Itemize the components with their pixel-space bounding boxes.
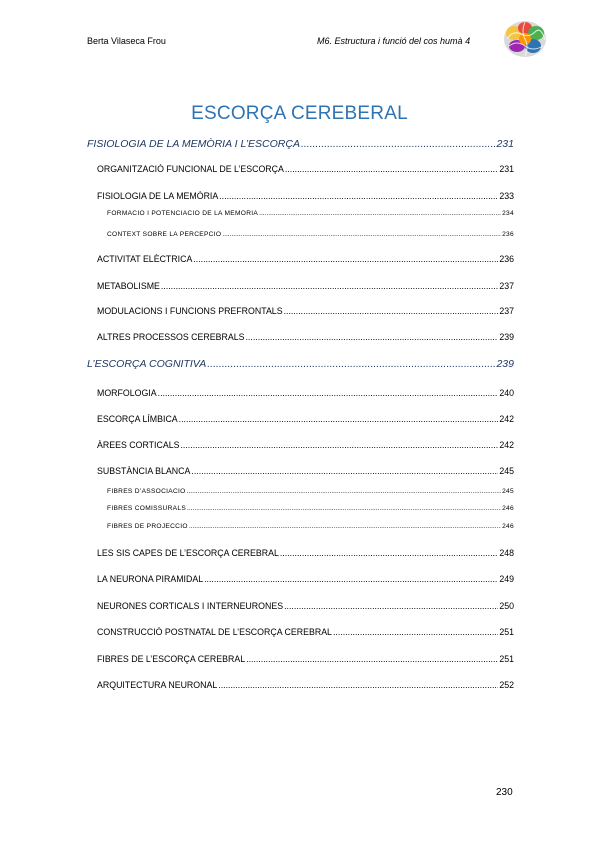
toc-entry-page: 239: [496, 358, 514, 370]
toc-leader-dots: [204, 574, 498, 584]
toc-entry-page: 245: [502, 488, 514, 495]
toc-entry-label: LA NEURONA PIRAMIDAL: [97, 574, 204, 584]
toc-entry-label: LES SIS CAPES DE L’ESCORÇA CEREBRAL: [97, 548, 279, 558]
header-author: Berta Vilaseca Frou: [87, 36, 166, 46]
toc-leader-dots: [193, 254, 498, 264]
toc-entry-label: ORGANITZACIÓ FUNCIONAL DE L’ESCORÇA: [97, 164, 284, 174]
toc-entry-label: ARQUITECTURA NEURONAL: [97, 680, 218, 690]
toc-leader-dots: [259, 210, 501, 217]
toc-leader-dots: [219, 191, 498, 201]
toc-leader-dots: [180, 440, 498, 450]
toc-leader-dots: [218, 680, 498, 690]
toc-entry-label: ESCORÇA LÍMBICA: [97, 414, 178, 424]
toc-entry[interactable]: [97, 440, 514, 450]
toc-entry-label: L’ESCORÇA COGNITIVA: [87, 358, 207, 370]
header-course: M6. Estructura i funció del cos humà 4: [317, 36, 471, 46]
toc-entry[interactable]: [87, 358, 514, 370]
toc-leader-dots: [187, 488, 501, 495]
toc-leader-dots: [301, 138, 496, 150]
toc-leader-dots: [280, 548, 498, 558]
toc-leader-dots: [189, 523, 501, 530]
toc-entry-label: CONSTRUCCIÓ POSTNATAL DE L’ESCORÇA CEREBRAL: [97, 627, 332, 637]
toc-entry[interactable]: [97, 332, 514, 342]
toc-entry[interactable]: [97, 281, 514, 291]
toc-entry-label: FORMACIÓ I POTENCIACIÓ DE LA MEMÒRIA: [107, 210, 259, 217]
toc-entry-page: 239: [499, 332, 514, 342]
toc-leader-dots: [333, 627, 498, 637]
toc-entry[interactable]: [97, 601, 514, 611]
toc-entry-label: ÀREES CORTICALS: [97, 440, 180, 450]
toc-entry[interactable]: [107, 505, 514, 512]
toc-entry[interactable]: [97, 254, 514, 264]
toc-entry-label: ALTRES PROCESSOS CEREBRALS: [97, 332, 245, 342]
toc-entry[interactable]: [97, 654, 514, 664]
toc-entry-label: METABOLISME: [97, 281, 160, 291]
toc-entry-label: FIBRES DE PROJECCIÓ: [107, 523, 188, 530]
toc-leader-dots: [179, 414, 499, 424]
toc-entry-page: 250: [499, 601, 514, 611]
toc-entry-label: ACTIVITAT ELÈCTRICA: [97, 254, 193, 264]
toc-entry-label: NEURONES CORTICALS I INTERNEURONES: [97, 601, 284, 611]
toc-entry-page: 246: [502, 523, 514, 530]
toc-entry[interactable]: [97, 680, 514, 690]
toc-entry[interactable]: [97, 466, 514, 476]
toc-leader-dots: [245, 332, 498, 342]
toc-entry-label: MORFOLOGIA: [97, 388, 157, 398]
toc-entry-page: 249: [499, 574, 514, 584]
toc-entry[interactable]: [97, 574, 514, 584]
toc-entry-label: FISIOLOGIA DE LA MEMÒRIA: [97, 191, 219, 201]
toc-leader-dots: [191, 466, 498, 476]
toc-entry-page: 246: [502, 505, 514, 512]
toc-entry[interactable]: [97, 388, 514, 398]
toc-entry-page: 251: [499, 654, 514, 664]
toc-entry-page: 248: [499, 548, 514, 558]
toc-entry-label: FIBRES D’ASSOCIACIÓ: [107, 488, 186, 495]
toc-entry-page: 237: [499, 281, 514, 291]
toc-entry[interactable]: [97, 306, 514, 316]
toc-entry[interactable]: [97, 414, 514, 424]
toc-entry-page: 252: [499, 680, 514, 690]
toc-entry-label: FIBRES COMISSURALS: [107, 505, 187, 512]
page-title: ESCORÇA CEREBERAL: [191, 103, 408, 124]
toc-leader-dots: [187, 505, 501, 512]
toc-leader-dots: [222, 231, 501, 238]
toc-entry-page: 237: [499, 306, 514, 316]
toc-leader-dots: [161, 281, 498, 291]
toc-entry-page: 236: [499, 254, 514, 264]
toc-entry[interactable]: [97, 191, 514, 201]
toc-entry-page: 240: [499, 388, 514, 398]
toc-entry[interactable]: [87, 138, 514, 150]
toc-entry[interactable]: [107, 231, 514, 238]
page-number: 230: [496, 787, 513, 798]
toc-entry-page: 251: [499, 627, 514, 637]
toc-leader-dots: [158, 388, 499, 398]
toc-leader-dots: [284, 601, 498, 611]
toc-leader-dots: [246, 654, 498, 664]
toc-entry[interactable]: [97, 548, 514, 558]
toc-entry-page: 236: [502, 231, 514, 238]
toc-entry-label: FIBRES DE L’ESCORÇA CEREBRAL: [97, 654, 246, 664]
toc-leader-dots: [285, 164, 498, 174]
toc-entry-page: 231: [496, 138, 514, 150]
toc-entry[interactable]: [97, 164, 514, 174]
toc-entry-label: MODULACIONS I FUNCIONS PREFRONTALS: [97, 306, 283, 316]
toc-entry-label: SUBSTÀNCIA BLANCA: [97, 466, 191, 476]
toc-entry[interactable]: [107, 210, 514, 217]
toc-entry-page: 242: [499, 414, 514, 424]
toc-entry-page: 231: [499, 164, 514, 174]
toc-entry-page: 245: [499, 466, 514, 476]
toc-entry[interactable]: [97, 627, 514, 637]
toc-leader-dots: [284, 306, 499, 316]
toc-leader-dots: [207, 358, 495, 370]
toc-entry-page: 233: [499, 191, 514, 201]
toc-entry-page: 242: [499, 440, 514, 450]
toc-entry-label: FISIOLOGIA DE LA MEMÒRIA I L’ESCORÇA: [87, 138, 300, 150]
toc-entry-label: CONTEXT SOBRE LA PERCEPCIÓ: [107, 231, 222, 238]
toc-entry-page: 234: [502, 210, 514, 217]
toc-entry[interactable]: [107, 488, 514, 495]
toc-entry[interactable]: [107, 523, 514, 530]
